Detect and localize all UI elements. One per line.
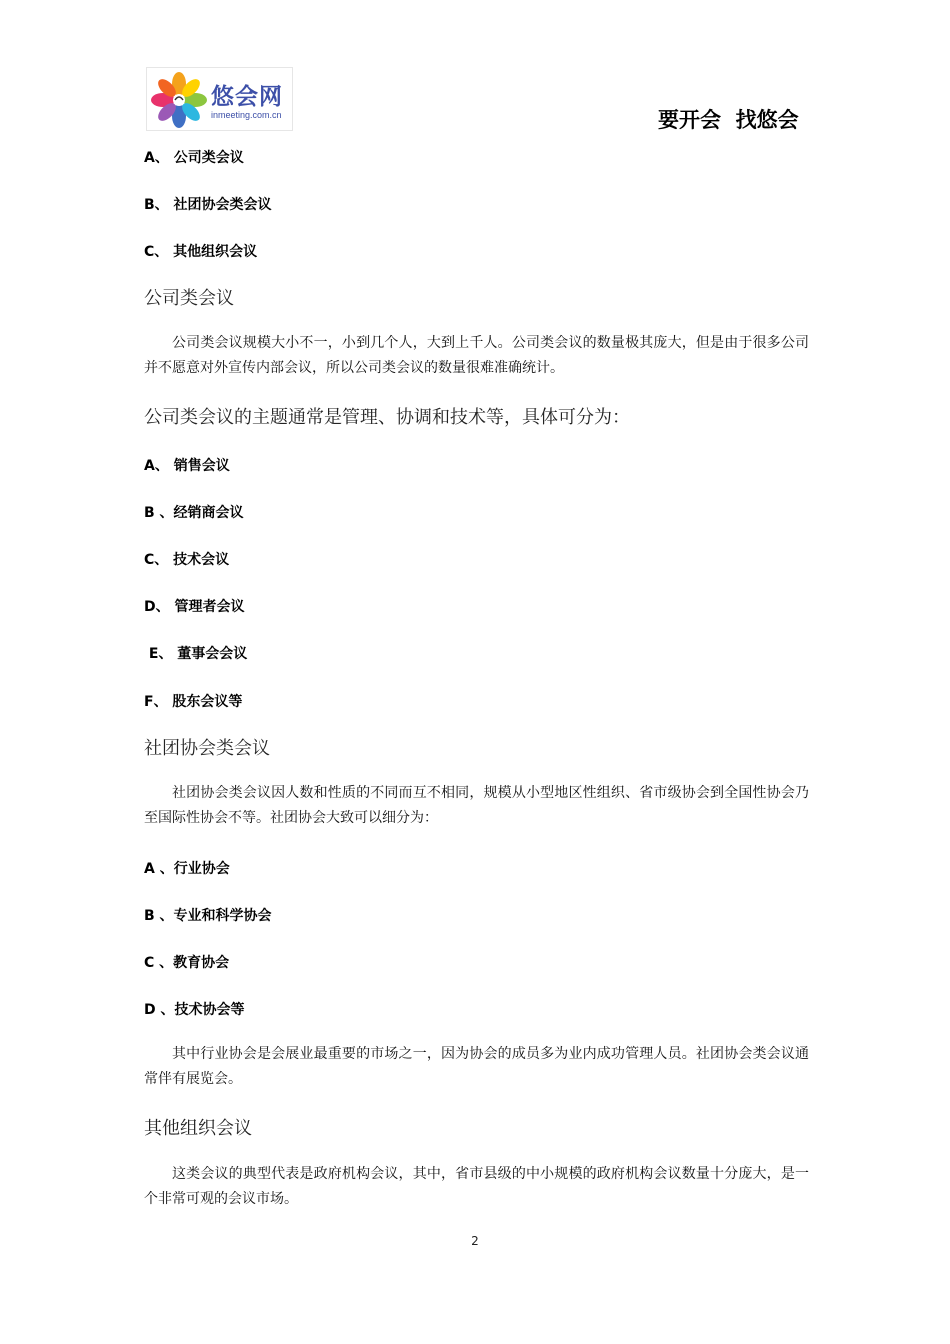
intro-list-item: A、 公司类会议 bbox=[144, 150, 244, 166]
company-meeting-item: A、 销售会议 bbox=[144, 458, 230, 474]
company-meeting-item: C、 技术会议 bbox=[144, 552, 230, 568]
section-paragraph: 公司类会议规模大小不一，小到几个人，大到上千人。公司类会议的数量极其庞大，但是由于很多公司并不愿意对外宣传内部会议，所以公司类会议的数量很难准确统计。 bbox=[144, 335, 809, 376]
company-meeting-item: D、 管理者会议 bbox=[144, 599, 245, 615]
section-heading-other: 其他组织会议 bbox=[144, 1118, 252, 1139]
company-meeting-item: B 、经销商会议 bbox=[144, 505, 244, 521]
section-heading-company: 公司类会议 bbox=[144, 288, 234, 309]
site-logo bbox=[146, 67, 293, 131]
section-paragraph: 这类会议的典型代表是政府机构会议，其中，省市县级的中小规模的政府机构会议数量十分庞大，是一个非常可观的会议市场。 bbox=[144, 1166, 809, 1207]
section-heading-association: 社团协会类会议 bbox=[144, 738, 270, 759]
logo-chinese-text: 悠会网 bbox=[211, 83, 283, 110]
association-item: C 、教育协会 bbox=[144, 955, 230, 971]
flower-logo-icon bbox=[147, 68, 211, 132]
company-meeting-item: F、 股东会议等 bbox=[144, 694, 243, 710]
company-meeting-item: E、 董事会会议 bbox=[144, 646, 248, 662]
section-subheading: 公司类会议的主题通常是管理、协调和技术等，具体可分为： bbox=[144, 407, 630, 428]
intro-list-item: C、 其他组织会议 bbox=[144, 244, 258, 260]
page-number: 2 bbox=[471, 1234, 479, 1248]
header-slogan: 要开会 找悠会 bbox=[658, 108, 799, 132]
association-item: B 、专业和科学协会 bbox=[144, 908, 272, 924]
section-paragraph: 其中行业协会是会展业最重要的市场之一，因为协会的成员多为业内成功管理人员。社团协会类会议通常伴有展览会。 bbox=[144, 1046, 809, 1087]
association-item: D 、技术协会等 bbox=[144, 1002, 245, 1018]
logo-domain-text: inmeeting.com.cn bbox=[211, 110, 282, 120]
intro-list-item: B、 社团协会类会议 bbox=[144, 197, 272, 213]
association-item: A 、行业协会 bbox=[144, 861, 230, 877]
section-paragraph: 社团协会类会议因人数和性质的不同而互不相同，规模从小型地区性组织、省市级协会到全国性协会乃至国际性协会不等。社团协会大致可以细分为： bbox=[144, 785, 809, 826]
